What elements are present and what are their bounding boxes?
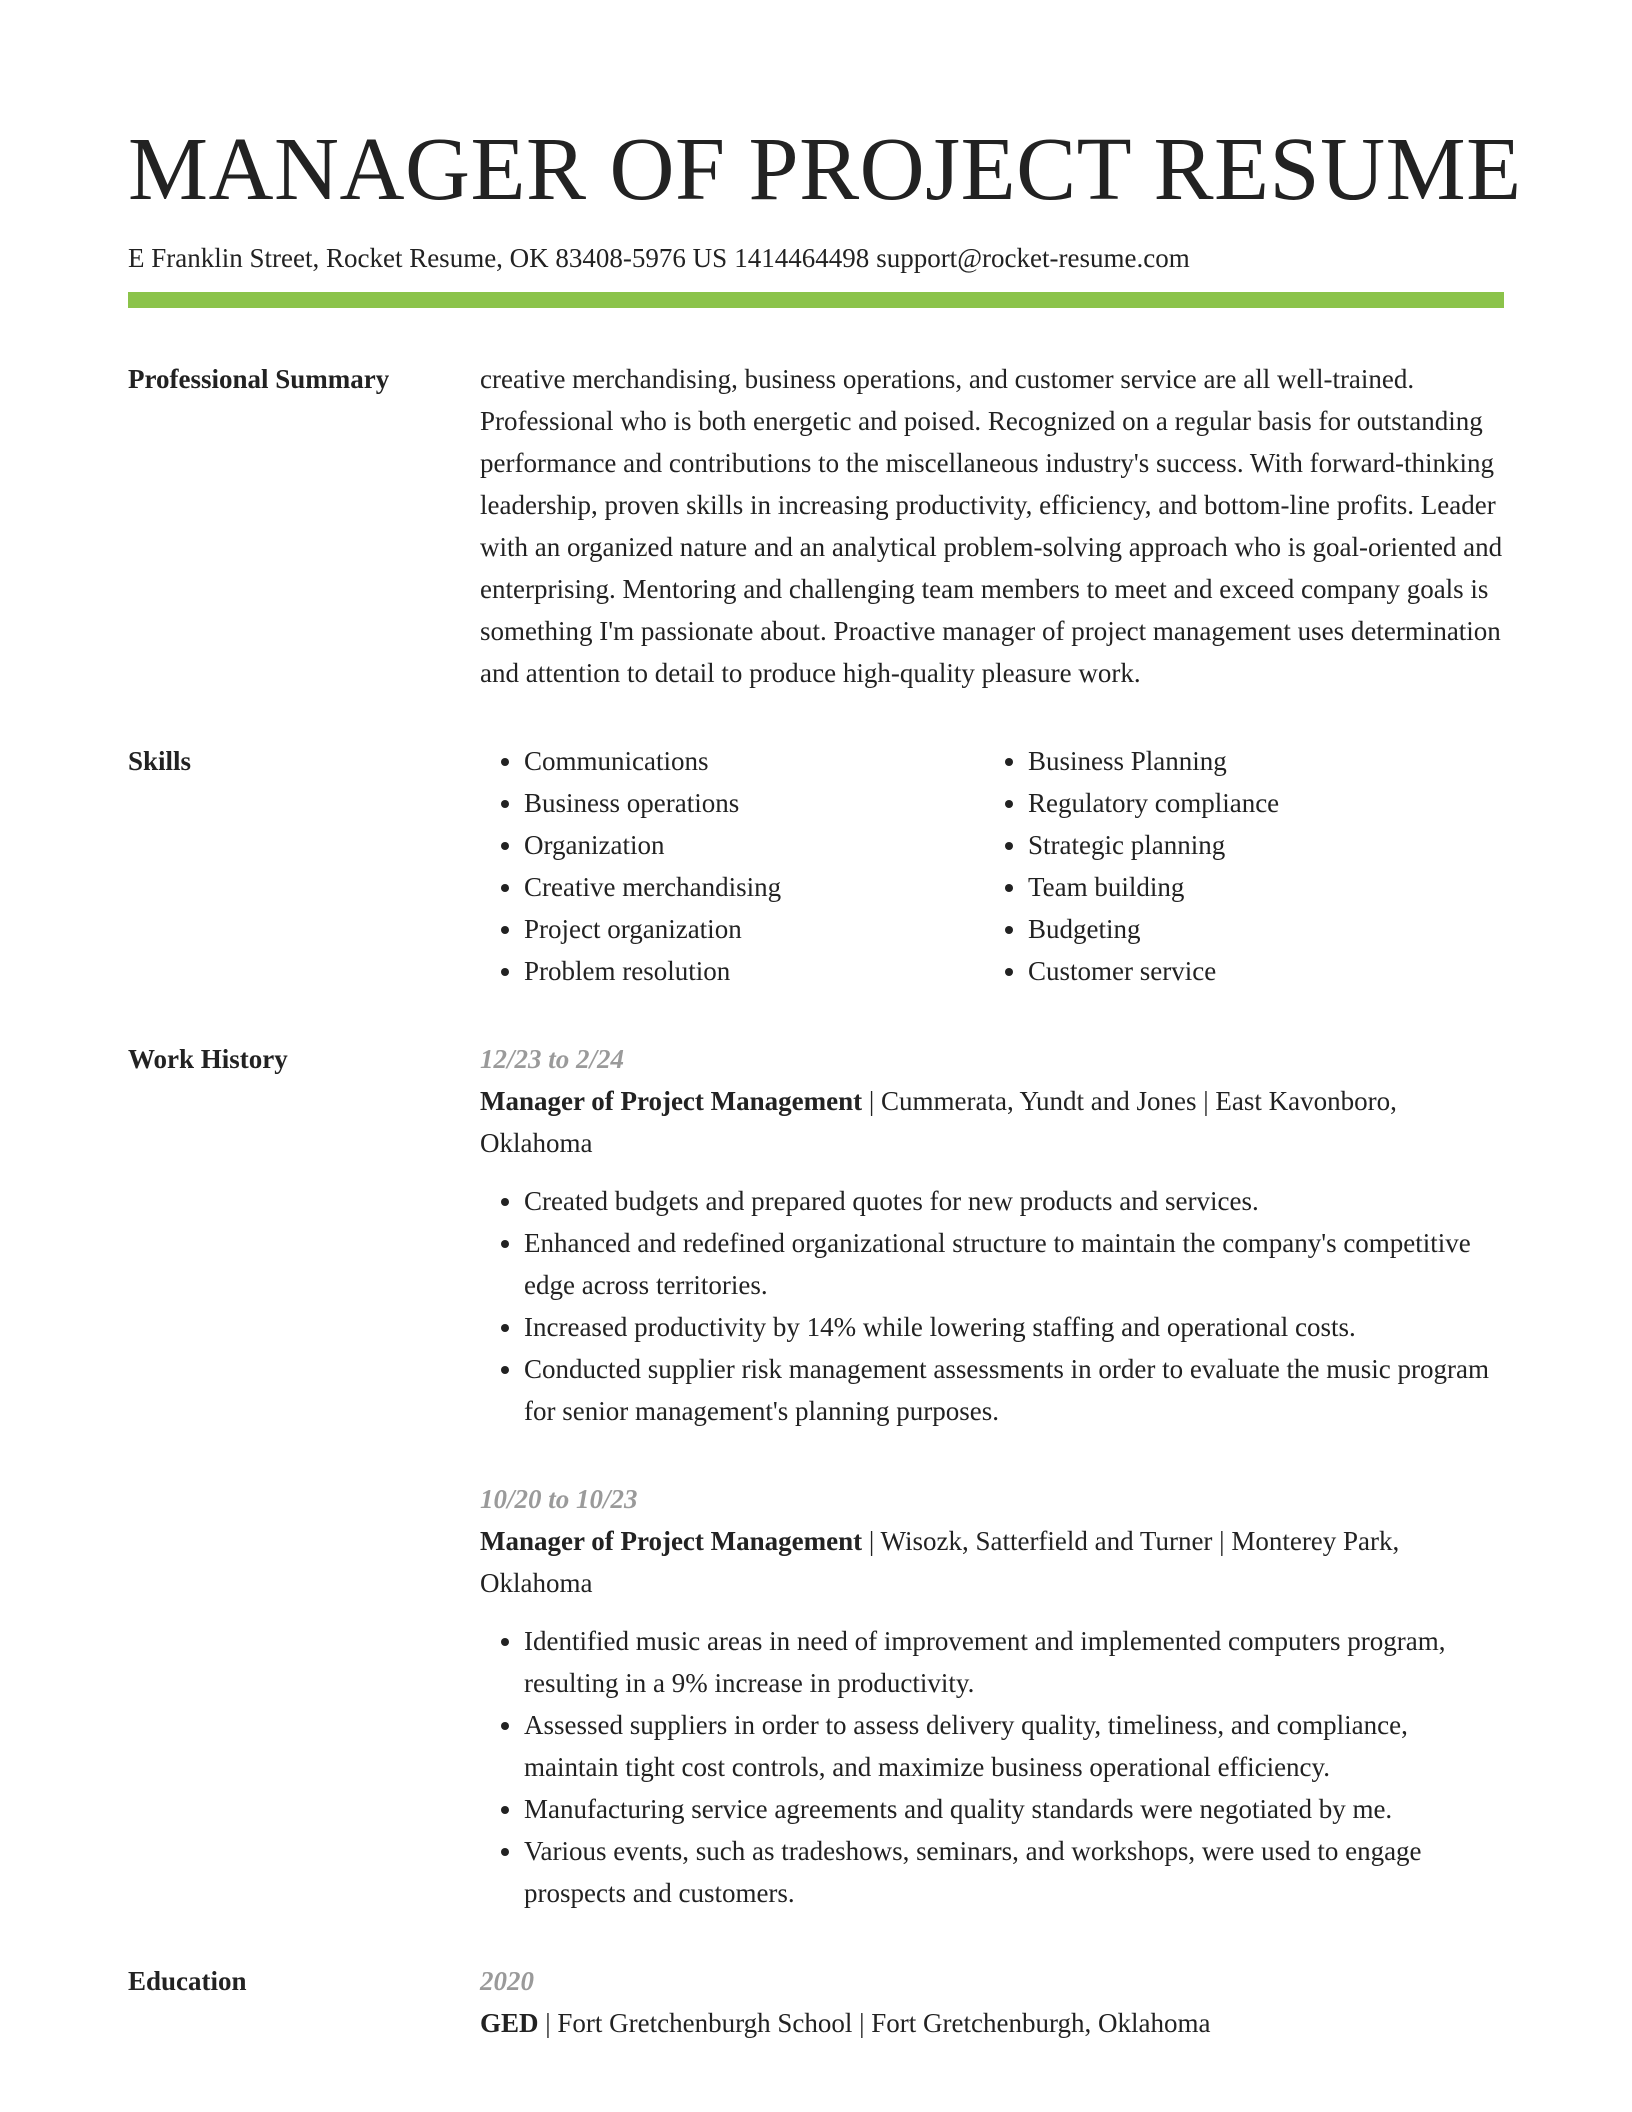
skill-item: • Organization	[524, 824, 984, 866]
skill-item: • Customer service	[1028, 950, 1488, 992]
education-heading	[480, 2002, 1504, 2044]
skill-item: • Problem resolution	[524, 950, 984, 992]
job-entry	[480, 1038, 1504, 1432]
summary-section	[128, 358, 1504, 694]
header-divider	[128, 292, 1504, 308]
education-degree: GED	[480, 2008, 539, 2038]
skill-item: • Strategic planning	[1028, 824, 1488, 866]
job-heading	[480, 1520, 1504, 1604]
contact-line	[128, 240, 1504, 276]
job-dates: 10/20 to 10/23	[480, 1484, 638, 1514]
job-bullet: • Conducted supplier risk management assessments in order to evaluate the music program for senior management's planning purposes.	[524, 1348, 1504, 1432]
section-title: Work History	[128, 1044, 288, 1074]
job-bullet: • Created budgets and prepared quotes for new products and services.	[524, 1180, 1504, 1222]
resume-page	[128, 120, 1522, 2044]
education-details: | Fort Gretchenburgh School | Fort Gretchenburgh, Oklahoma	[538, 2008, 1211, 2038]
section-title: Education	[128, 1966, 247, 1996]
job-dates: 12/23 to 2/24	[480, 1044, 625, 1074]
skills-section	[128, 740, 1504, 992]
skill-item: • Business Planning	[1028, 740, 1488, 782]
contact-email: support@rocket-resume.com	[876, 243, 1190, 273]
skill-item: • Creative merchandising	[524, 866, 984, 908]
job-details: | Wisozk, Satterfield and Turner | Monterey Park, Oklahoma	[480, 1526, 1400, 1598]
job-bullet: • Various events, such as tradeshows, seminars, and workshops, were used to engage prospects and customers.	[524, 1830, 1504, 1914]
skill-item: • Communications	[524, 740, 984, 782]
skill-item: • Regulatory compliance	[1028, 782, 1488, 824]
job-details: | Cummerata, Yundt and Jones | East Kavonboro, Oklahoma	[480, 1086, 1397, 1158]
job-bullet: • Identified music areas in need of improvement and implemented computers program, resulting in a 9% increase in productivity.	[524, 1620, 1504, 1704]
education-year: 2020	[480, 1966, 534, 1996]
summary-text: creative merchandising, business operations, and customer service are all well-trained. Professional who is both energetic and poised. Recognized on a regular basis for outstanding performance and contributions to the miscellaneous industry's success. With forward-thinking leadership, proven skills in increasing productivity, efficiency, and bottom-line profits. Leader with an organized nature and an analytical problem-solving approach who is goal-oriented and enterprising. Mentoring and challenging team members to meet and exceed company goals is something I'm passionate about. Proactive manager of project management uses determination and attention to detail to produce high-quality pleasure work.	[480, 364, 1503, 688]
job-entry	[480, 1478, 1504, 1914]
job-bullet: • Manufacturing service agreements and quality standards were negotiated by me.	[524, 1788, 1504, 1830]
contact-address: E Franklin Street, Rocket Resume, OK 83408-5976 US	[128, 243, 728, 273]
contact-phone: 1414464498	[734, 243, 870, 273]
job-bullet: • Enhanced and redefined organizational structure to maintain the company's competitive edge across territories.	[524, 1222, 1504, 1306]
resume-title: MANAGER OF PROJECT RESUME	[128, 120, 1522, 219]
job-bullets	[480, 1180, 1504, 1432]
section-title: Professional Summary	[128, 364, 390, 394]
work-history-section	[128, 1038, 1504, 1914]
job-bullet: • Assessed suppliers in order to assess delivery quality, timeliness, and compliance, maintain tight cost controls, and maximize business operational efficiency.	[524, 1704, 1504, 1788]
job-role: Manager of Project Management	[480, 1086, 863, 1116]
skill-item: • Project organization	[524, 908, 984, 950]
skill-item: • Business operations	[524, 782, 984, 824]
job-role: Manager of Project Management	[480, 1526, 863, 1556]
job-bullet: • Increased productivity by 14% while lowering staffing and operational costs.	[524, 1306, 1504, 1348]
skill-item: • Team building	[1028, 866, 1488, 908]
education-section	[128, 1960, 1504, 2044]
section-title: Skills	[128, 746, 192, 776]
job-bullets	[480, 1620, 1504, 1914]
skills-list-left	[480, 740, 984, 992]
skill-item: • Budgeting	[1028, 908, 1488, 950]
job-heading	[480, 1080, 1504, 1164]
skills-list-right	[984, 740, 1488, 992]
